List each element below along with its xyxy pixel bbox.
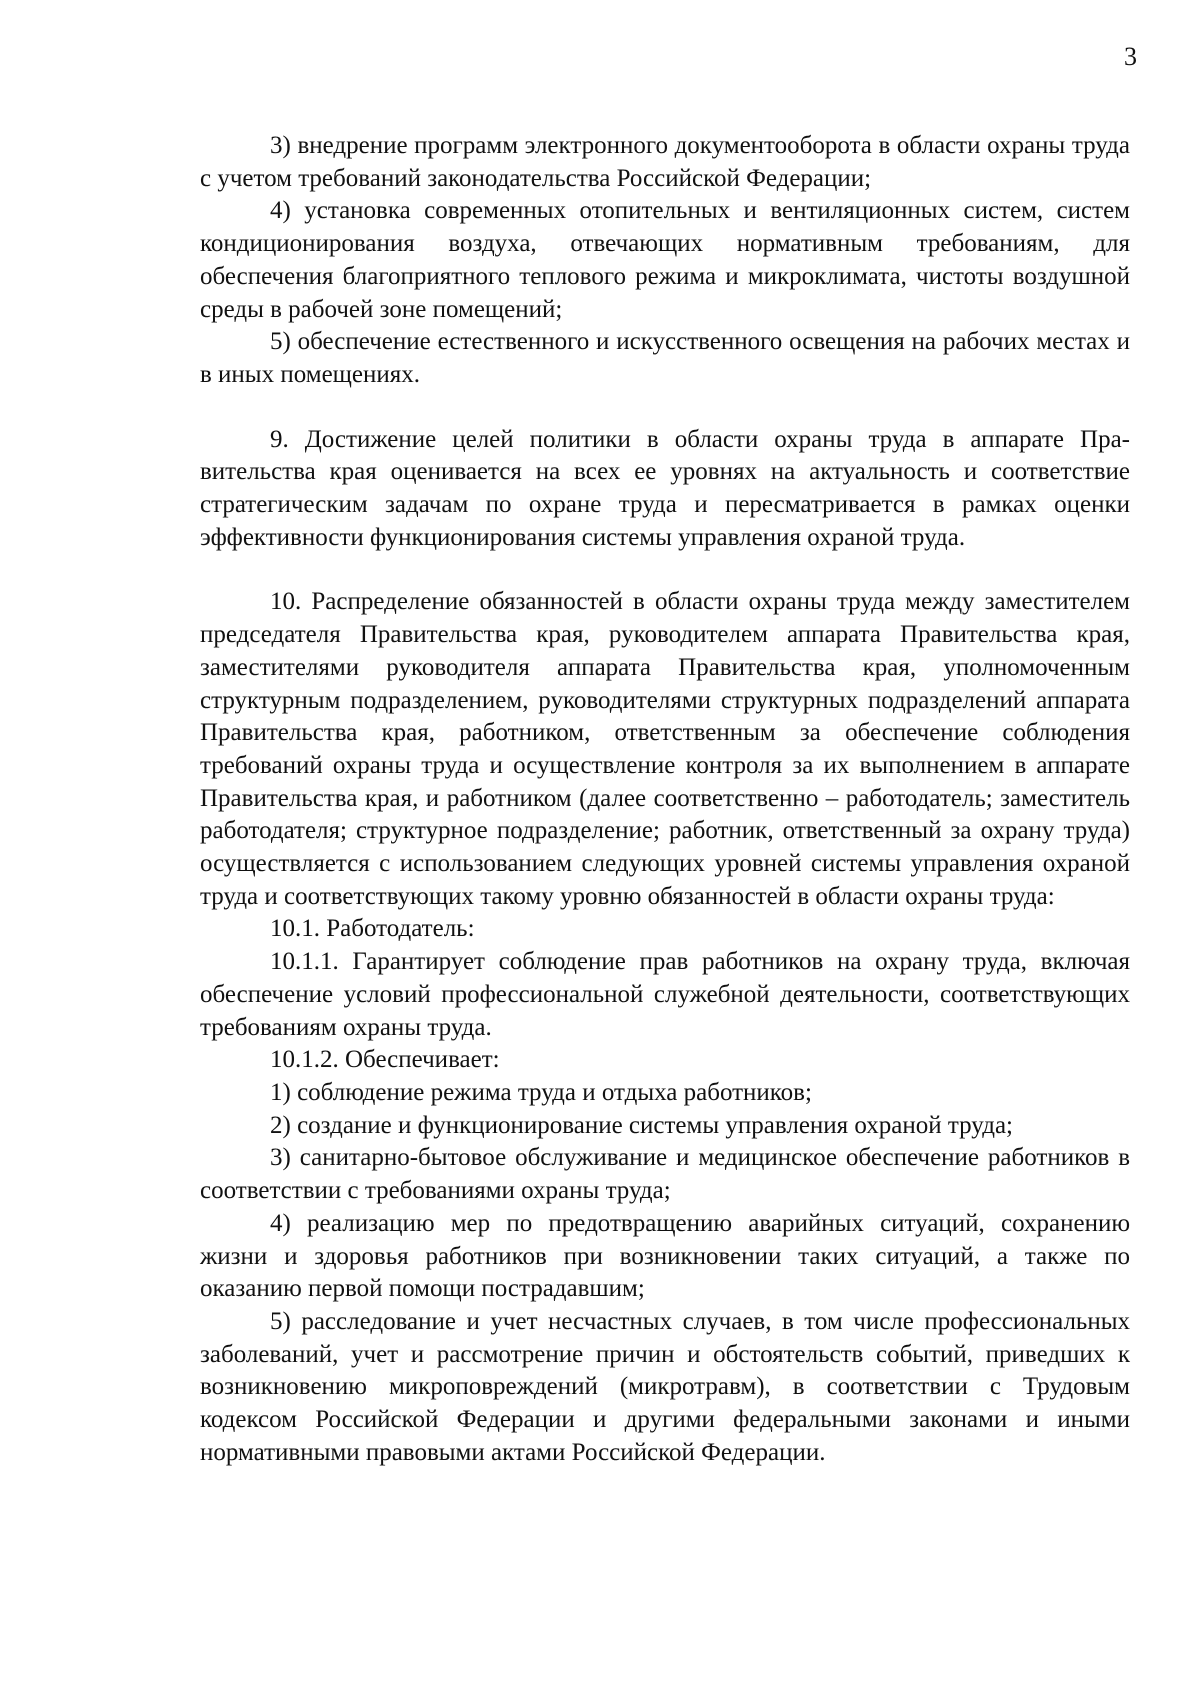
duty-item-4: 4) реализацию мер по предотвращению аварийных ситуаций, сохранению жизни и здоровья работников при возникновении таких ситуаций, а также по оказанию первой помощи пострадавшим; (200, 1209, 1130, 1303)
section-10-paragraph: 10. Распределение обязанностей в области охраны труда между заместителем председателя Правительства края, руководителем аппарата Правительства края, заместителями руководителя аппарата Правительства края, уполномоченным структурным подразделением, руководителями структурных подразделений аппарата Правительства края, работником, ответственным за обеспечение соблюдения требований охраны труда и осуществление контроля за их выполнением в аппарате Правительства края, и работником (далее соответственно – работодатель; заместитель работодателя; структурное подразделение; работник, ответственный за охрану труда) осуществляется с использованием следующих уровней системы управления охраной труда и соответствующих такому уровню обязанностей в области охраны труда: (200, 588, 1130, 910)
duty-item-1: 1) соблюдение режима труда и отдыха работников; (270, 1078, 812, 1106)
page-number: 3 (1124, 42, 1137, 71)
section-10-1-1-paragraph: 10.1.1. Гарантирует соблюдение прав работников на охрану труда, включая обеспечение условий профессиональной служебной деятельности, соответствующих требованиям охраны труда. (200, 948, 1130, 1041)
duty-item-2: 2) создание и функционирование системы управления охраной труда; (270, 1111, 1013, 1139)
section-9-paragraph: 9. Достижение целей политики в области охраны труда в аппарате Правительства края оценивается на всех ее уровнях на актуальность и соответствие стратегическим задачам по охране труда и пересматривается в рамках оценки эффективности функционирования системы управления охраной труда. (200, 425, 1130, 551)
duty-item-3: 3) санитарно-бытовое обслуживание и медицинское обеспечение работников в соответствии с требованиями охраны труда; (200, 1144, 1130, 1205)
item-5-lighting: 5) обеспечение естественного и искусственного освещения на рабочих местах и в иных помещениях. (200, 328, 1130, 388)
item-3-electronic-document-flow: 3) внедрение программ электронного документооборота в области охраны труда с учетом требований законодательства Российской Федерации; (200, 132, 1130, 192)
item-4-heating-ventilation: 4) установка современных отопительных и вентиляционных систем, систем кондиционирования воздуха, отвечающих нормативным требованиям, для обеспечения благоприятного теплового режима и микроклимата, чистоты воздушной среды в рабочей зоне помещений; (200, 197, 1130, 323)
duty-item-5: 5) расследование и учет несчастных случаев, в том числе профессиональных заболеваний, учет и рассмотрение причин и обстоятельств событий, приведших к возникновению микроповреждений (микротравм), в соответствии с Трудовым кодексом Российской Федерации и другими федеральными законами и иными нормативными правовыми актами Российской Федерации. (200, 1307, 1130, 1466)
section-10-1-heading: 10.1. Работодатель: (270, 915, 475, 943)
section-10-1-2-heading: 10.1.2. Обеспечивает: (270, 1046, 500, 1074)
document-body (200, 130, 1130, 1469)
